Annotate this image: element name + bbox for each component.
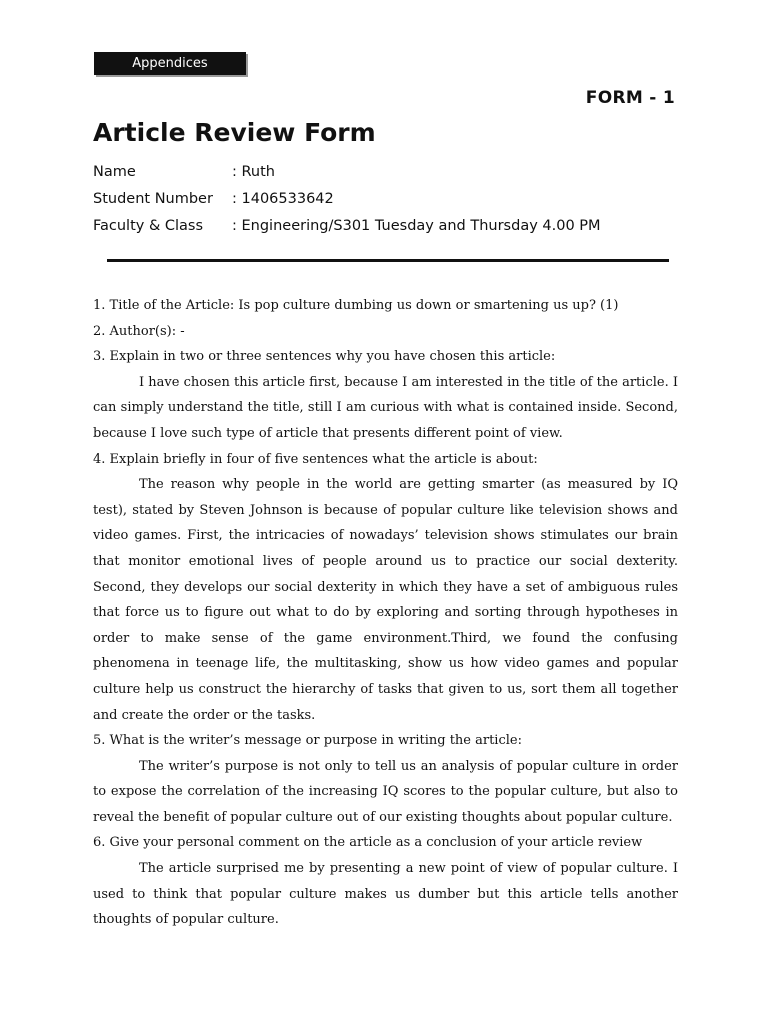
- review-body: [93, 293, 678, 933]
- appendices-tab: Appendices: [94, 52, 246, 75]
- item-author-question: 2. Author(s): -: [93, 323, 185, 339]
- item-purpose-question: 5. What is the writer’s message or purpose in writing the article:: [93, 733, 522, 749]
- info-value: : Ruth: [232, 159, 275, 186]
- info-label: Faculty & Class: [93, 218, 204, 234]
- page-title: Article Review Form: [93, 118, 376, 147]
- item-title-question: 1. Title of the Article: Is pop culture dumbing us down or smartening us up? (1): [93, 298, 619, 313]
- section-divider: [107, 259, 669, 262]
- info-row-student-number: [93, 186, 601, 213]
- info-value: : Engineering/S301 Tuesday and Thursday 4.00 PM: [232, 213, 601, 240]
- info-value: : 1406533642: [232, 186, 334, 213]
- item-summary-answer: The reason why people in the world are getting smarter (as measured by IQ test), stated by Steven Johnson is because of popular culture like television shows and video games. First, the intricacies of nowadays’ television shows stimulates our brain that monitor emotional lives of people around us to practice our social dexterity. Second, they develops our social dexterity in which they have a set of ambiguous rules that force us to figure out what to do by exploring and sorting through hypotheses in order to make sense of the game environment.Third, we found the confusing phenomena in teenage life, the multitasking, show us how video games and popular culture help us construct the hierarchy of tasks that given to us, sort them all together and create the order or the tasks.: [93, 477, 678, 723]
- info-label: Student Number: [93, 191, 213, 207]
- info-row-name: [93, 159, 601, 186]
- item-reason-answer: I have chosen this article first, because I am interested in the title of the article. I can simply understand the title, still I am curious with what is contained inside. Second, because I love such type of article that presents different point of view.: [93, 374, 678, 441]
- item-purpose-answer: The writer’s purpose is not only to tell us an analysis of popular culture in order to expose the correlation of the increasing IQ scores to the popular culture, but also to reveal the benefit of popular culture out of our existing thoughts about popular culture.: [93, 758, 678, 825]
- item-comment-answer: The article surprised me by presenting a new point of view of popular culture. I used to think that popular culture makes us dumber but this article tells another thoughts of popular culture.: [93, 861, 678, 928]
- info-row-faculty-class: [93, 213, 601, 240]
- item-summary-question: 4. Explain briefly in four of five sentences what the article is about:: [93, 451, 538, 467]
- info-label: Name: [93, 164, 136, 180]
- item-reason-question: 3. Explain in two or three sentences why you have chosen this article:: [93, 349, 556, 365]
- form-number: FORM - 1: [585, 88, 675, 108]
- student-info: [93, 159, 601, 240]
- item-comment-question: 6. Give your personal comment on the article as a conclusion of your article review: [93, 835, 643, 851]
